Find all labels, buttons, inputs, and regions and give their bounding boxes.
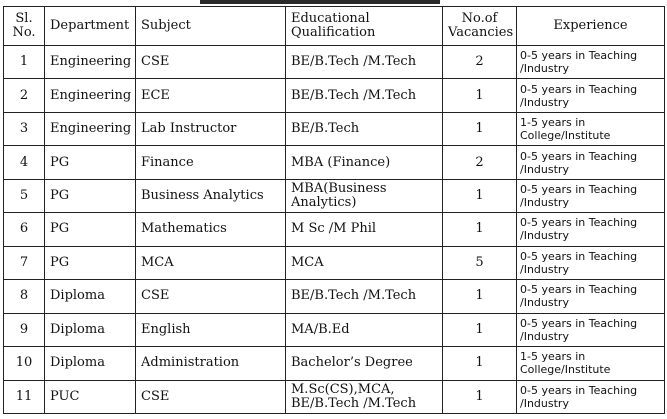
table-row (4, 146, 665, 179)
table-row (4, 246, 665, 279)
table-row (4, 313, 665, 346)
cell-experience: 0-5 years in Teaching /Industry (517, 246, 665, 279)
cell-subject: English (136, 313, 286, 346)
cell-vacancies: 2 (443, 46, 517, 79)
cell-sl-no: 6 (4, 213, 45, 246)
cell-experience: 0-5 years in Teaching /Industry (517, 313, 665, 346)
cell-subject: MCA (136, 246, 286, 279)
cell-experience: 1-5 years in College/Institute (517, 112, 665, 145)
header-department: Department (45, 7, 136, 46)
cell-department: PG (45, 146, 136, 179)
cell-qualification: BE/B.Tech (286, 112, 443, 145)
cell-sl-no: 11 (4, 380, 45, 413)
table-row (4, 380, 665, 413)
cell-vacancies: 1 (443, 179, 517, 212)
cell-department: Diploma (45, 347, 136, 380)
cell-experience: 1-5 years in College/Institute (517, 347, 665, 380)
table-row (4, 280, 665, 313)
vacancy-table (3, 6, 665, 414)
cell-qualification: BE/B.Tech /M.Tech (286, 79, 443, 112)
cell-sl-no: 7 (4, 246, 45, 279)
cell-vacancies: 5 (443, 246, 517, 279)
cell-qualification: BE/B.Tech /M.Tech (286, 280, 443, 313)
cell-subject: CSE (136, 380, 286, 413)
cell-department: Diploma (45, 280, 136, 313)
table-row (4, 213, 665, 246)
cell-vacancies: 1 (443, 280, 517, 313)
table-row (4, 179, 665, 212)
cell-experience: 0-5 years in Teaching /Industry (517, 179, 665, 212)
cell-department: Engineering (45, 46, 136, 79)
cell-vacancies: 1 (443, 313, 517, 346)
cell-subject: Lab Instructor (136, 112, 286, 145)
header-sl-no: Sl. No. (4, 7, 45, 46)
cell-vacancies: 1 (443, 79, 517, 112)
cell-department: PG (45, 179, 136, 212)
cell-vacancies: 1 (443, 213, 517, 246)
header-qualification: Educational Qualification (286, 7, 443, 46)
cell-experience: 0-5 years in Teaching /Industry (517, 213, 665, 246)
cell-qualification: MBA (Finance) (286, 146, 443, 179)
table-row (4, 46, 665, 79)
cell-department: Diploma (45, 313, 136, 346)
cell-sl-no: 9 (4, 313, 45, 346)
header-row (4, 7, 665, 46)
table-row (4, 112, 665, 145)
cell-subject: ECE (136, 79, 286, 112)
cell-vacancies: 1 (443, 112, 517, 145)
cell-vacancies: 1 (443, 347, 517, 380)
header-vacancies: No.of Vacancies (443, 7, 517, 46)
cell-vacancies: 1 (443, 380, 517, 413)
cell-vacancies: 2 (443, 146, 517, 179)
cell-experience: 0-5 years in Teaching /Industry (517, 280, 665, 313)
cell-sl-no: 1 (4, 46, 45, 79)
cell-experience: 0-5 years in Teaching /Industry (517, 46, 665, 79)
cell-qualification: Bachelor’s Degree (286, 347, 443, 380)
cell-qualification: MBA(Business Analytics) (286, 179, 443, 212)
cell-experience: 0-5 years in Teaching /Industry (517, 79, 665, 112)
cell-department: Engineering (45, 79, 136, 112)
cell-subject: Mathematics (136, 213, 286, 246)
cell-department: PUC (45, 380, 136, 413)
cell-qualification: MCA (286, 246, 443, 279)
cell-subject: CSE (136, 46, 286, 79)
cell-subject: CSE (136, 280, 286, 313)
cell-sl-no: 4 (4, 146, 45, 179)
cell-qualification: BE/B.Tech /M.Tech (286, 46, 443, 79)
cell-subject: Business Analytics (136, 179, 286, 212)
cell-qualification: M Sc /M Phil (286, 213, 443, 246)
cell-sl-no: 8 (4, 280, 45, 313)
cell-sl-no: 3 (4, 112, 45, 145)
cell-department: PG (45, 213, 136, 246)
cell-subject: Finance (136, 146, 286, 179)
cell-department: Engineering (45, 112, 136, 145)
cell-qualification: M.Sc(CS),MCA, BE/B.Tech /M.Tech (286, 380, 443, 413)
cell-sl-no: 2 (4, 79, 45, 112)
top-scan-edge (200, 0, 440, 4)
cell-sl-no: 10 (4, 347, 45, 380)
cell-subject: Administration (136, 347, 286, 380)
cell-experience: 0-5 years in Teaching /Industry (517, 380, 665, 413)
cell-qualification: MA/B.Ed (286, 313, 443, 346)
cell-department: PG (45, 246, 136, 279)
table-row (4, 79, 665, 112)
header-experience: Experience (517, 7, 665, 46)
table-row (4, 347, 665, 380)
cell-sl-no: 5 (4, 179, 45, 212)
cell-experience: 0-5 years in Teaching /Industry (517, 146, 665, 179)
header-subject: Subject (136, 7, 286, 46)
